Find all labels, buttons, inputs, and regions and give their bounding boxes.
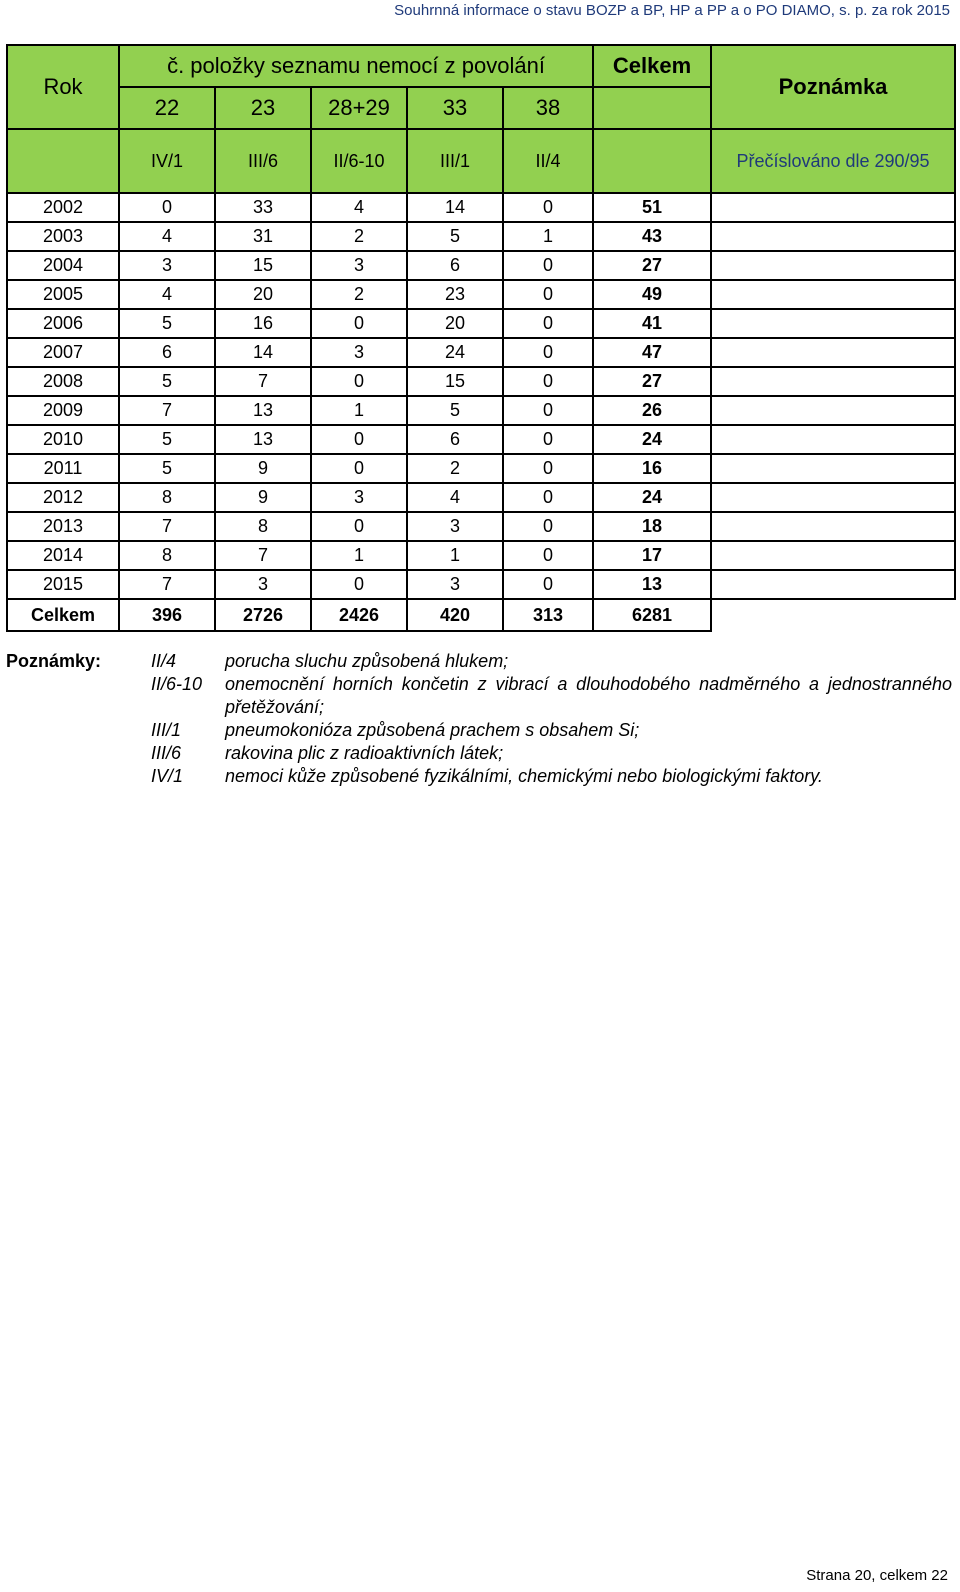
value-cell: 1 bbox=[311, 541, 407, 570]
year-cell: 2005 bbox=[7, 280, 119, 309]
item-number: 28+29 bbox=[311, 87, 407, 129]
table-row bbox=[7, 512, 955, 541]
year-cell: 2007 bbox=[7, 338, 119, 367]
value-cell: 0 bbox=[503, 309, 593, 338]
value-cell: 24 bbox=[407, 338, 503, 367]
total-cell: 27 bbox=[593, 251, 711, 280]
header-poznamka: Poznámka bbox=[711, 45, 955, 129]
value-cell: 4 bbox=[407, 483, 503, 512]
value-cell: 0 bbox=[503, 251, 593, 280]
item-code: IV/1 bbox=[119, 129, 215, 193]
value-cell: 5 bbox=[119, 454, 215, 483]
header-celkem: Celkem bbox=[593, 45, 711, 87]
table-row bbox=[7, 570, 955, 599]
note-text: nemoci kůže způsobené fyzikálními, chemickými nebo biologickými faktory. bbox=[225, 766, 823, 786]
table-row bbox=[7, 367, 955, 396]
value-cell: 5 bbox=[119, 309, 215, 338]
note-code: II/6-10 bbox=[151, 674, 203, 694]
year-cell: 2006 bbox=[7, 309, 119, 338]
total-cell: 27 bbox=[593, 367, 711, 396]
value-cell: 7 bbox=[215, 541, 311, 570]
sum-row bbox=[7, 599, 955, 631]
note-cell bbox=[711, 512, 955, 541]
sum-value: 2426 bbox=[311, 599, 407, 631]
value-cell: 3 bbox=[215, 570, 311, 599]
table-row bbox=[7, 280, 955, 309]
value-cell: 7 bbox=[119, 512, 215, 541]
value-cell: 2 bbox=[311, 222, 407, 251]
value-cell: 3 bbox=[407, 570, 503, 599]
sum-value: 313 bbox=[503, 599, 593, 631]
note-code: II/4 bbox=[151, 651, 177, 671]
note-item bbox=[6, 719, 952, 742]
value-cell: 8 bbox=[215, 512, 311, 541]
item-number: 23 bbox=[215, 87, 311, 129]
value-cell: 15 bbox=[407, 367, 503, 396]
note-code: III/6 bbox=[151, 743, 182, 763]
renumbered-note: Přečíslováno dle 290/95 bbox=[711, 129, 955, 193]
occupational-disease-table-wrap bbox=[6, 44, 954, 632]
value-cell: 20 bbox=[407, 309, 503, 338]
value-cell: 9 bbox=[215, 483, 311, 512]
header-celkem-blank bbox=[593, 129, 711, 193]
note-item bbox=[6, 742, 952, 765]
value-cell: 3 bbox=[407, 512, 503, 541]
year-cell: 2012 bbox=[7, 483, 119, 512]
table-row bbox=[7, 454, 955, 483]
total-cell: 47 bbox=[593, 338, 711, 367]
value-cell: 2 bbox=[311, 280, 407, 309]
note-cell bbox=[711, 425, 955, 454]
value-cell: 8 bbox=[119, 483, 215, 512]
value-cell: 0 bbox=[503, 570, 593, 599]
note-text: onemocnění horních končetin z vibrací a dlouhodobého nadměrného a jednostranného přetěžování; bbox=[225, 674, 952, 717]
value-cell: 4 bbox=[311, 193, 407, 222]
value-cell: 0 bbox=[503, 512, 593, 541]
value-cell: 0 bbox=[503, 280, 593, 309]
total-cell: 49 bbox=[593, 280, 711, 309]
note-cell bbox=[711, 570, 955, 599]
table-row bbox=[7, 396, 955, 425]
value-cell: 16 bbox=[215, 309, 311, 338]
item-number: 22 bbox=[119, 87, 215, 129]
year-cell: 2013 bbox=[7, 512, 119, 541]
value-cell: 7 bbox=[215, 367, 311, 396]
item-number: 33 bbox=[407, 87, 503, 129]
value-cell: 33 bbox=[215, 193, 311, 222]
value-cell: 4 bbox=[119, 280, 215, 309]
item-code: II/4 bbox=[503, 129, 593, 193]
value-cell: 23 bbox=[407, 280, 503, 309]
total-cell: 24 bbox=[593, 425, 711, 454]
value-cell: 6 bbox=[407, 425, 503, 454]
note-cell bbox=[711, 541, 955, 570]
value-cell: 15 bbox=[215, 251, 311, 280]
value-cell: 14 bbox=[215, 338, 311, 367]
value-cell: 5 bbox=[119, 367, 215, 396]
note-item bbox=[6, 673, 952, 719]
total-cell: 16 bbox=[593, 454, 711, 483]
value-cell: 9 bbox=[215, 454, 311, 483]
header-rok-blank bbox=[7, 129, 119, 193]
note-cell bbox=[711, 367, 955, 396]
sum-label: Celkem bbox=[7, 599, 119, 631]
value-cell: 2 bbox=[407, 454, 503, 483]
note-cell bbox=[711, 222, 955, 251]
sum-value: 2726 bbox=[215, 599, 311, 631]
value-cell: 3 bbox=[311, 251, 407, 280]
header-group-title: č. položky seznamu nemocí z povolání bbox=[119, 45, 593, 87]
note-cell bbox=[711, 193, 955, 222]
value-cell: 3 bbox=[119, 251, 215, 280]
table-row bbox=[7, 222, 955, 251]
value-cell: 1 bbox=[311, 396, 407, 425]
note-item bbox=[6, 765, 952, 788]
value-cell: 5 bbox=[407, 222, 503, 251]
note-cell bbox=[711, 483, 955, 512]
item-code: III/6 bbox=[215, 129, 311, 193]
year-cell: 2004 bbox=[7, 251, 119, 280]
note-code: IV/1 bbox=[151, 766, 184, 786]
note-cell bbox=[711, 251, 955, 280]
value-cell: 7 bbox=[119, 570, 215, 599]
total-cell: 41 bbox=[593, 309, 711, 338]
value-cell: 0 bbox=[311, 570, 407, 599]
value-cell: 0 bbox=[311, 425, 407, 454]
table-row bbox=[7, 483, 955, 512]
value-cell: 7 bbox=[119, 396, 215, 425]
year-cell: 2014 bbox=[7, 541, 119, 570]
value-cell: 0 bbox=[503, 483, 593, 512]
occupational-disease-table bbox=[6, 44, 956, 632]
value-cell: 31 bbox=[215, 222, 311, 251]
value-cell: 0 bbox=[503, 454, 593, 483]
year-cell: 2015 bbox=[7, 570, 119, 599]
value-cell: 13 bbox=[215, 425, 311, 454]
item-code: II/6-10 bbox=[311, 129, 407, 193]
note-item bbox=[6, 650, 952, 673]
note-cell bbox=[711, 280, 955, 309]
sum-value: 420 bbox=[407, 599, 503, 631]
value-cell: 0 bbox=[503, 367, 593, 396]
year-cell: 2009 bbox=[7, 396, 119, 425]
table-row bbox=[7, 309, 955, 338]
value-cell: 3 bbox=[311, 338, 407, 367]
year-cell: 2008 bbox=[7, 367, 119, 396]
total-cell: 24 bbox=[593, 483, 711, 512]
value-cell: 0 bbox=[503, 425, 593, 454]
value-cell: 13 bbox=[215, 396, 311, 425]
note-text: rakovina plic z radioaktivních látek; bbox=[225, 743, 504, 763]
value-cell: 5 bbox=[407, 396, 503, 425]
year-cell: 2010 bbox=[7, 425, 119, 454]
year-cell: 2002 bbox=[7, 193, 119, 222]
value-cell: 8 bbox=[119, 541, 215, 570]
value-cell: 0 bbox=[311, 454, 407, 483]
running-header: Souhrnná informace o stavu BOZP a BP, HP a PP a o PO DIAMO, s. p. za rok 2015 bbox=[394, 2, 950, 19]
value-cell: 0 bbox=[311, 309, 407, 338]
value-cell: 4 bbox=[119, 222, 215, 251]
value-cell: 0 bbox=[503, 338, 593, 367]
value-cell: 0 bbox=[503, 193, 593, 222]
value-cell: 6 bbox=[407, 251, 503, 280]
note-code: III/1 bbox=[151, 720, 182, 740]
note-cell bbox=[711, 309, 955, 338]
value-cell: 0 bbox=[311, 367, 407, 396]
table-row bbox=[7, 193, 955, 222]
year-cell: 2011 bbox=[7, 454, 119, 483]
total-cell: 43 bbox=[593, 222, 711, 251]
table-body bbox=[7, 193, 955, 631]
sum-total: 6281 bbox=[593, 599, 711, 631]
table-row bbox=[7, 338, 955, 367]
note-cell bbox=[711, 338, 955, 367]
note-cell bbox=[711, 599, 955, 631]
notes-section bbox=[6, 650, 952, 788]
header-celkem-blank bbox=[593, 87, 711, 129]
notes-list bbox=[6, 650, 952, 788]
note-cell bbox=[711, 396, 955, 425]
header-rok: Rok bbox=[7, 45, 119, 129]
year-cell: 2003 bbox=[7, 222, 119, 251]
value-cell: 6 bbox=[119, 338, 215, 367]
total-cell: 51 bbox=[593, 193, 711, 222]
value-cell: 0 bbox=[503, 541, 593, 570]
sum-value: 396 bbox=[119, 599, 215, 631]
total-cell: 13 bbox=[593, 570, 711, 599]
item-number: 38 bbox=[503, 87, 593, 129]
total-cell: 26 bbox=[593, 396, 711, 425]
note-text: porucha sluchu způsobená hlukem; bbox=[225, 651, 509, 671]
table-row bbox=[7, 541, 955, 570]
value-cell: 20 bbox=[215, 280, 311, 309]
value-cell: 5 bbox=[119, 425, 215, 454]
value-cell: 0 bbox=[119, 193, 215, 222]
table-row bbox=[7, 425, 955, 454]
value-cell: 0 bbox=[311, 512, 407, 541]
item-code: III/1 bbox=[407, 129, 503, 193]
value-cell: 1 bbox=[503, 222, 593, 251]
total-cell: 17 bbox=[593, 541, 711, 570]
page-footer: Strana 20, celkem 22 bbox=[806, 1567, 948, 1584]
note-cell bbox=[711, 454, 955, 483]
total-cell: 18 bbox=[593, 512, 711, 541]
value-cell: 3 bbox=[311, 483, 407, 512]
notes-title: Poznámky: bbox=[6, 651, 102, 671]
value-cell: 0 bbox=[503, 396, 593, 425]
note-text: pneumokonióza způsobená prachem s obsahem Si; bbox=[225, 720, 640, 740]
value-cell: 14 bbox=[407, 193, 503, 222]
table-row bbox=[7, 251, 955, 280]
value-cell: 1 bbox=[407, 541, 503, 570]
